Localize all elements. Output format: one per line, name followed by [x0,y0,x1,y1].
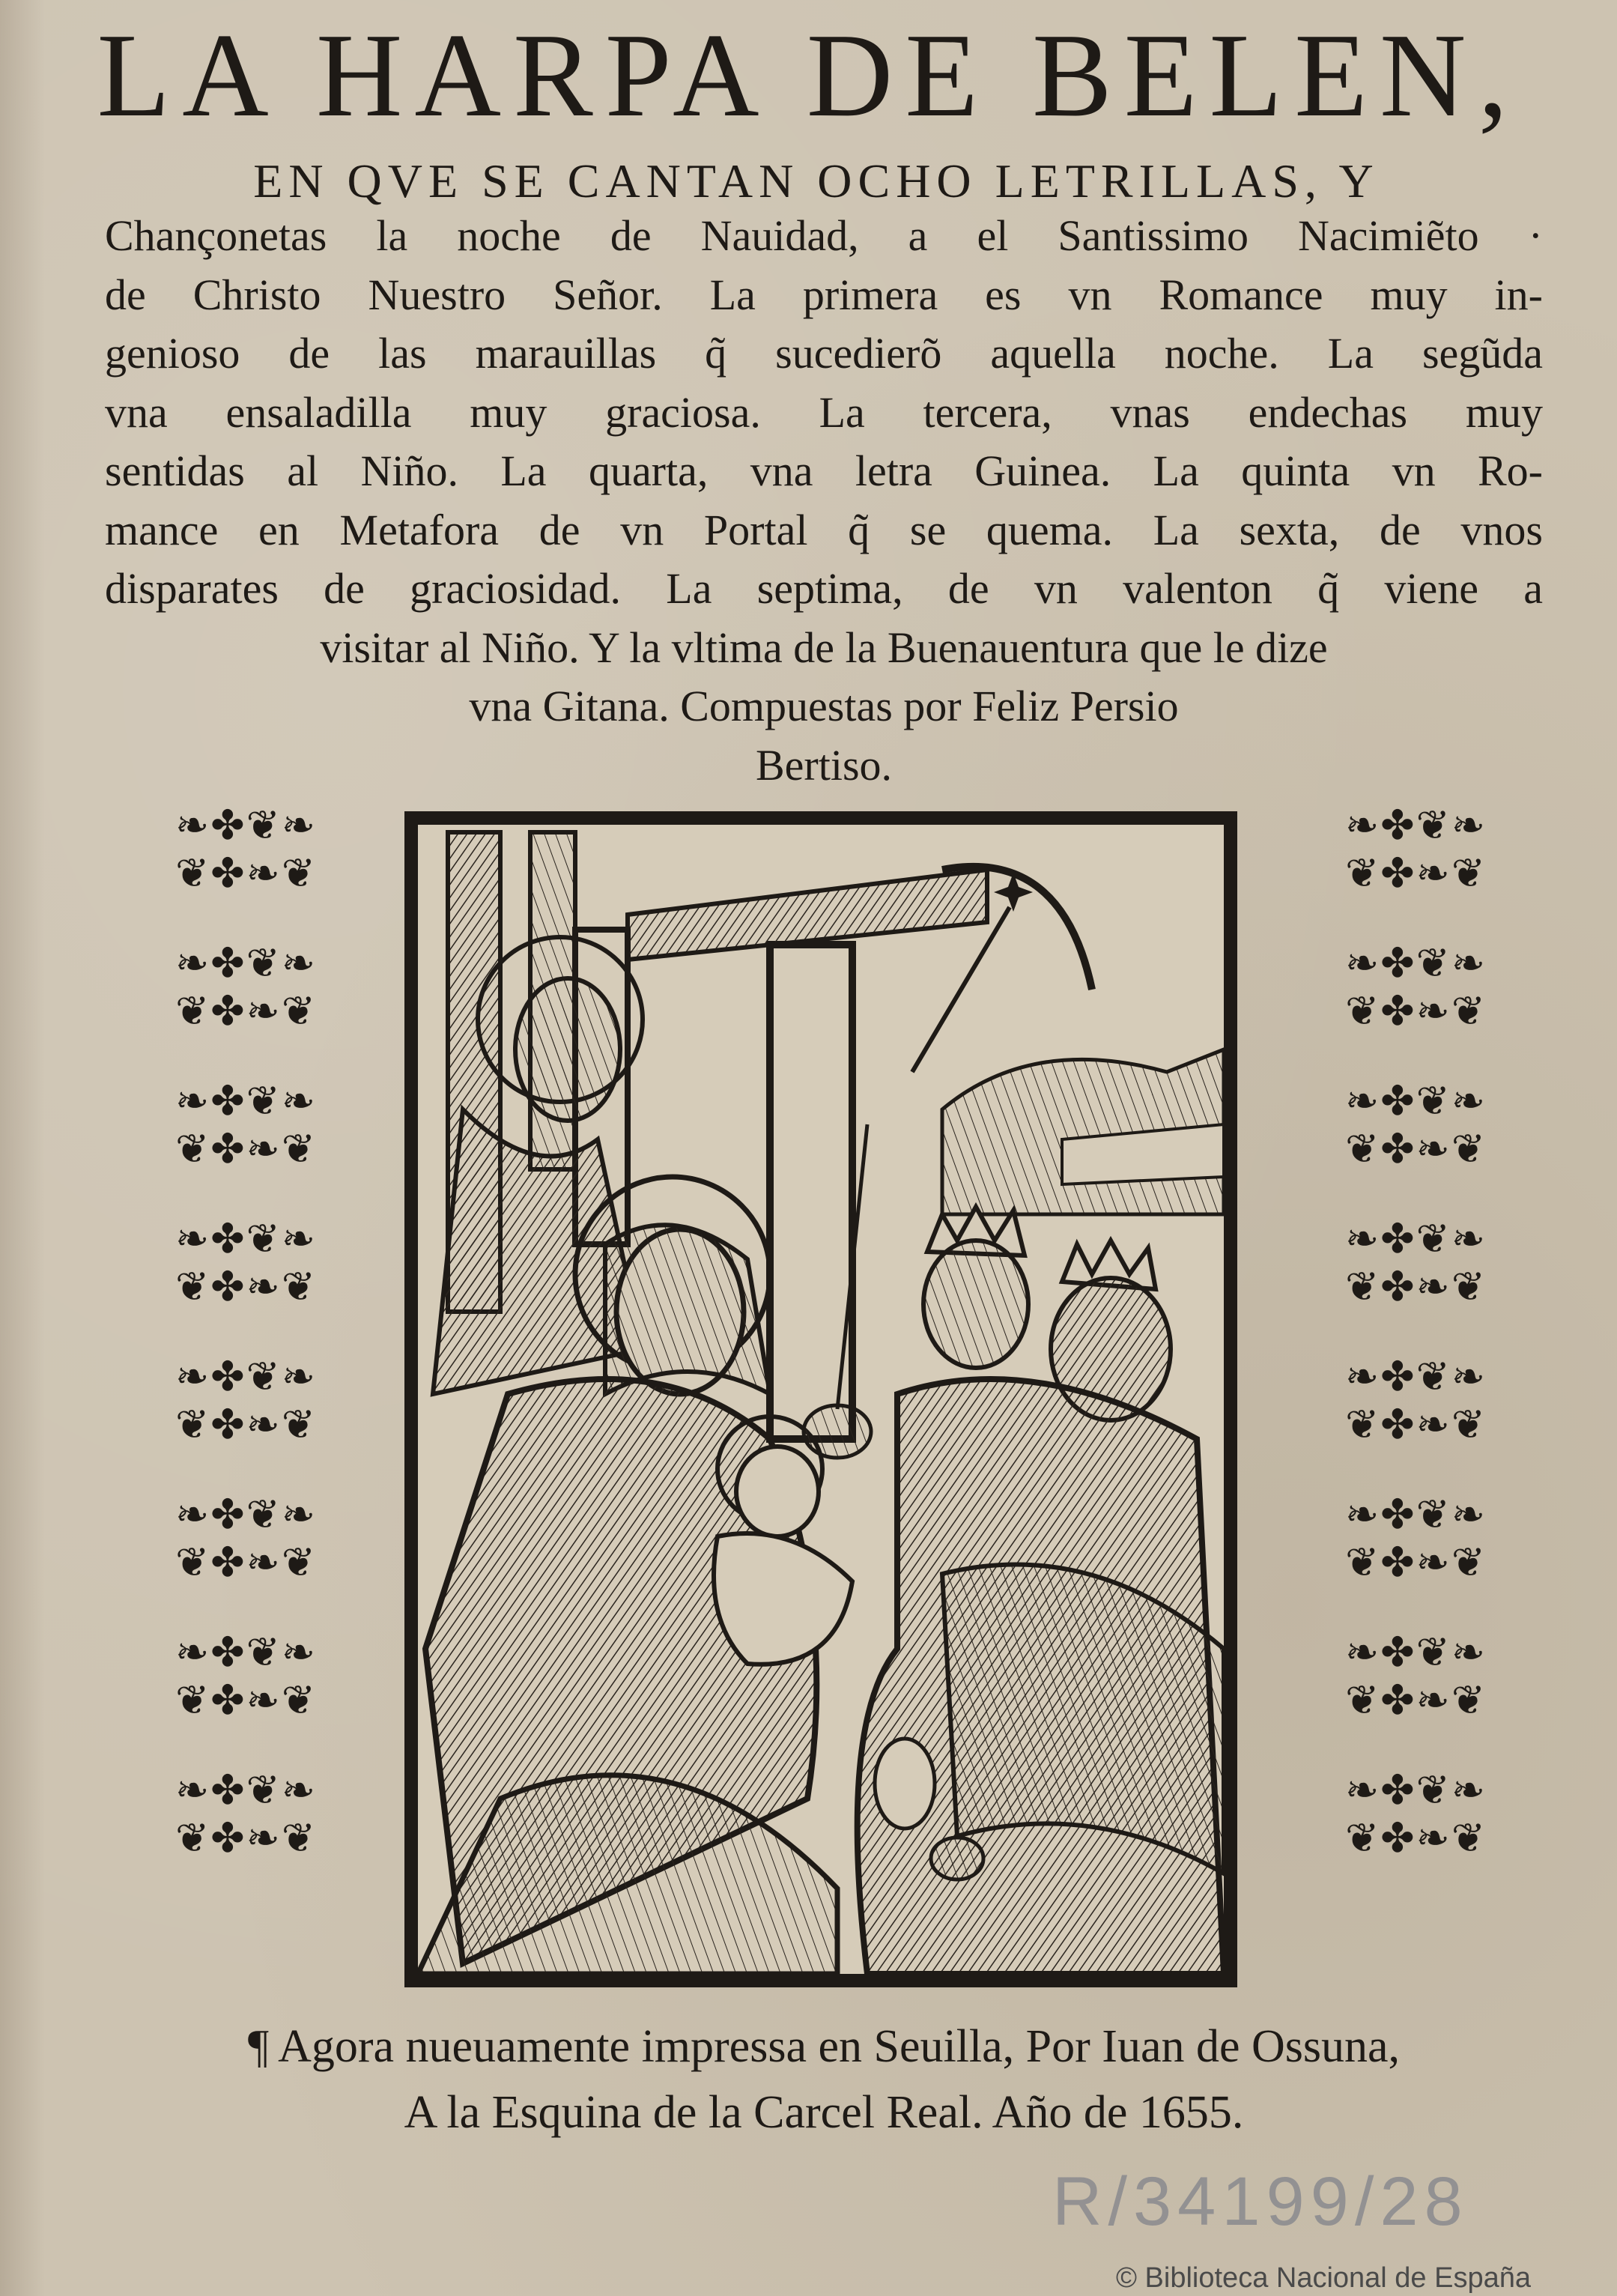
body-line-1: Chançonetas la noche de Nauidad, a el Santissimo Nacimiẽto · [105,211,1543,260]
fleuron-icon: ❧✤❦❧ [1345,1491,1487,1538]
fleuron-icon: ❧✤❦❧ [175,1629,317,1676]
fleuron-icon: ❧✤❦❧ [1345,1215,1487,1262]
imprint [105,2014,1543,2145]
fleuron-pair [1345,1353,1487,1491]
fleuron-icon: ❦✤❧❦ [1345,987,1487,1035]
fleuron-icon: ❧✤❦❧ [175,1353,317,1400]
fleuron-pair [1345,1215,1487,1353]
fleuron-pair [1345,1629,1487,1766]
body-line-6: mance en Metafora de vn Portal q̃ se quema. La sexta, de vnos [105,505,1543,554]
fleuron-icon: ❦✤❧❦ [1345,1401,1487,1448]
fleuron-icon: ❦✤❧❦ [1345,1125,1487,1172]
fleuron-pair [175,1491,317,1629]
fleuron-icon: ❦✤❧❦ [175,1125,317,1172]
fleuron-icon: ❧✤❦❧ [175,1491,317,1538]
body-line-2: de Christo Nuestro Señor. La primera es vn Romance muy in- [105,270,1543,319]
fleuron-pair [1345,802,1487,939]
fleuron-pair [175,1215,317,1353]
fleuron-icon: ❦✤❧❦ [1345,1814,1487,1862]
fleuron-pair [1345,939,1487,1077]
fleuron-icon: ❦✤❧❦ [175,1676,317,1724]
fleuron-icon: ❧✤❦❧ [1345,939,1487,987]
fleuron-icon: ❧✤❦❧ [175,1077,317,1124]
fleuron-icon: ❧✤❦❧ [1345,1077,1487,1124]
fleuron-icon: ❧✤❦❧ [1345,1353,1487,1400]
fleuron-icon: ❧✤❦❧ [1345,1629,1487,1676]
fleuron-icon: ❦✤❧❦ [1345,1676,1487,1724]
fleuron-icon: ❦✤❧❦ [175,849,317,897]
body-line-7: disparates de graciosidad. La septima, de vn valenton q̃ viene a [105,564,1543,613]
fleuron-pair [175,939,317,1077]
body-line-9: vna Gitana. Compuestas por Feliz Persio [469,682,1179,730]
fleuron-icon: ❦✤❧❦ [1345,849,1487,897]
fleuron-icon: ❦✤❧❦ [175,1401,317,1448]
fleuron-icon: ❧✤❦❧ [175,802,317,849]
fleuron-icon: ❦✤❧❦ [1345,1263,1487,1310]
fleuron-icon: ❧✤❦❧ [1345,1766,1487,1814]
page-title: LA HARPA DE BELEN, [97,8,1520,142]
shelfmark-stamp: R/34199/28 [1052,2163,1469,2240]
body-line-4: vna ensaladilla muy graciosa. La tercera, vnas endechas muy [105,387,1543,437]
copyright-notice: © Biblioteca Nacional de España [1116,2262,1532,2294]
fleuron-pair [175,1629,317,1766]
body-line-3: genioso de las marauillas q̃ sucedierõ aquella noche. La segũda [105,329,1543,378]
fleuron-icon: ❦✤❧❦ [175,1539,317,1586]
fleuron-pair [175,1353,317,1491]
fleuron-pair [1345,1491,1487,1629]
fleuron-icon: ❧✤❦❧ [175,939,317,987]
left-ornament-border [175,802,317,1904]
page-subtitle: EN QVE SE CANTAN OCHO LETRILLAS, Y [253,154,1380,208]
fleuron-pair [175,1766,317,1904]
woodcut-drawing [418,825,1224,1974]
fleuron-pair [1345,1766,1487,1904]
body-line-10: Bertiso. [755,740,893,790]
fleuron-icon: ❦✤❧❦ [175,1814,317,1862]
imprint-line-1: ¶ Agora nueuamente impressa en Seuilla, Por Iuan de Ossuna, [247,2021,1401,2072]
fleuron-icon: ❧✤❦❧ [1345,802,1487,849]
fleuron-icon: ❦✤❧❦ [175,987,317,1035]
body-line-5: sentidas al Niño. La quarta, vna letra Guinea. La quinta vn Ro- [105,446,1543,495]
fleuron-pair [1345,1077,1487,1215]
nativity-woodcut-illustration [404,811,1237,1987]
fleuron-icon: ❧✤❦❧ [175,1766,317,1814]
fleuron-pair [175,1077,317,1215]
fleuron-icon: ❧✤❦❧ [175,1215,317,1262]
fleuron-icon: ❦✤❧❦ [175,1263,317,1310]
right-ornament-border [1345,802,1487,1904]
title-body [105,207,1543,795]
body-line-8: visitar al Niño. Y la vltima de la Buenauentura que le dize [320,623,1328,672]
fleuron-icon: ❦✤❧❦ [1345,1539,1487,1586]
fleuron-pair [175,802,317,939]
imprint-line-2: A la Esquina de la Carcel Real. Año de 1655. [404,2087,1244,2138]
